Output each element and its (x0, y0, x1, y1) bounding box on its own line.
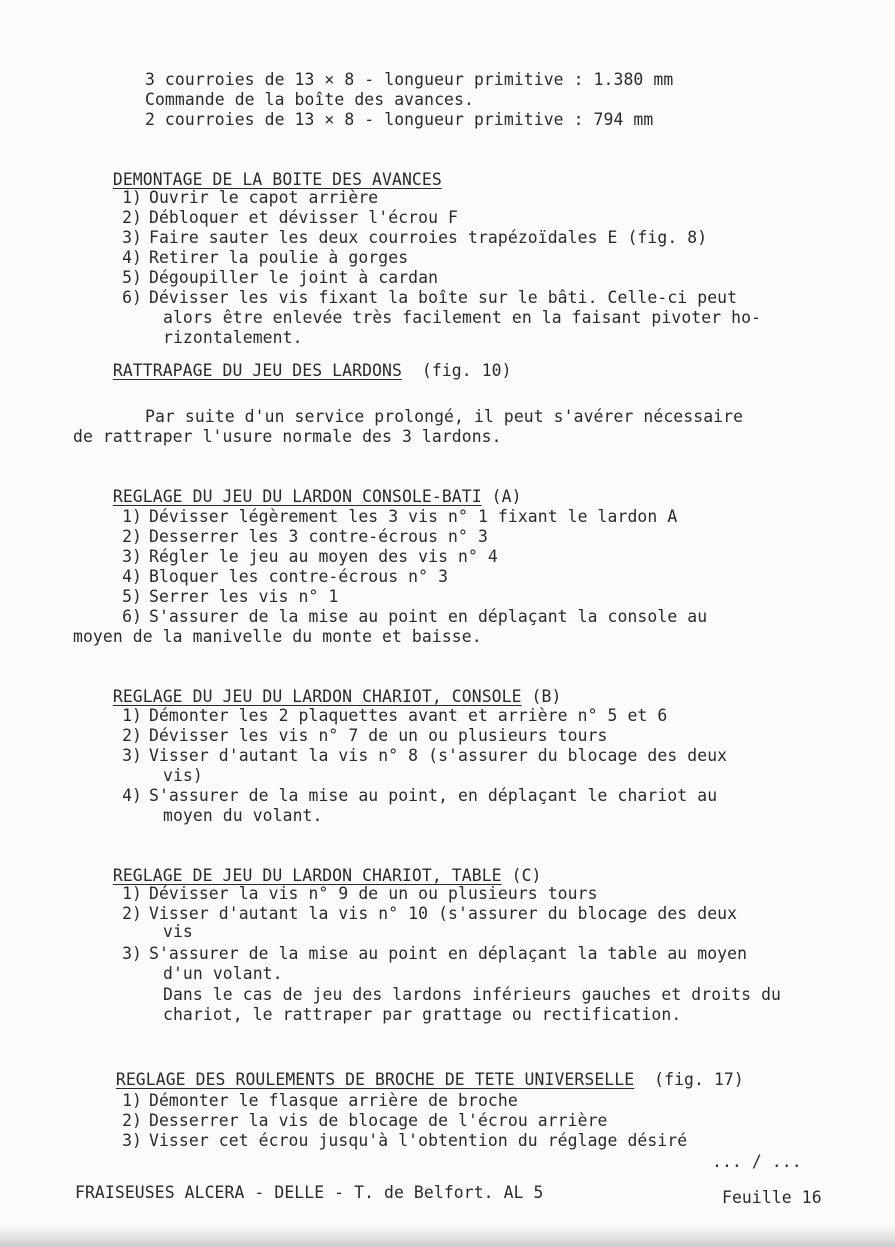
item-text: Faire sauter les deux courroies trapézoïdales E (fig. 8) (149, 228, 708, 247)
item-continuation: vis (163, 922, 193, 941)
item-text: S'assurer de la mise au point en déplaçant la table au moyen (149, 944, 748, 963)
item-text: Dévisser les vis n° 7 de un ou plusieurs tours (149, 726, 608, 745)
intro-line: Commande de la boîte des avances. (145, 90, 474, 109)
item-text: Visser d'autant la vis n° 10 (s'assurer du blocage des deux (149, 904, 738, 923)
list-item (108, 507, 677, 527)
item-number: 3) (122, 944, 142, 963)
list-item (108, 706, 667, 726)
item-number: 2) (122, 904, 142, 923)
item-text: Dégoupiller le joint à cardan (149, 268, 439, 287)
item-number: 3) (122, 1131, 142, 1150)
item-text: Desserrer la vis de blocage de l'écrou arrière (149, 1111, 608, 1130)
section-title: DEMONTAGE DE LA BOITE DES AVANCES (112, 170, 442, 189)
list-item (108, 726, 608, 746)
item-text: Serrer les vis n° 1 (149, 587, 339, 606)
section-title: RATTRAPAGE DU JEU DES LARDONS (112, 361, 402, 380)
item-text: Ouvrir le capot arrière (149, 188, 379, 207)
item-text: Dévisser les vis fixant la boîte sur le bâti. Celle-ci peut (149, 288, 738, 307)
section-title: REGLAGE DU JEU DU LARDON CONSOLE-BATI (112, 487, 482, 506)
item-number: 5) (122, 268, 142, 287)
item-continuation: chariot, le rattraper par grattage ou rectification. (163, 1005, 682, 1024)
list-item (108, 268, 438, 288)
list-item (108, 944, 747, 964)
page-number: Feuille 16 (722, 1188, 822, 1207)
item-number: 3) (122, 746, 142, 765)
item-number: 2) (122, 527, 142, 546)
section-heading (73, 341, 512, 401)
section-suffix: (A) (491, 487, 522, 506)
intro-line: 2 courroies de 13 × 8 - longueur primitive : 794 mm (145, 110, 654, 129)
item-continuation: Dans le cas de jeu des lardons inférieurs gauches et droits du (163, 985, 782, 1004)
item-text: Dévisser légèrement les 3 vis n° 1 fixant le lardon A (149, 507, 678, 526)
paragraph-line: Par suite d'un service prolongé, il peut s'avérer nécessaire (145, 407, 744, 426)
item-continuation: moyen du volant. (163, 806, 323, 825)
item-number: 6) (122, 288, 142, 307)
item-number: 3) (122, 547, 142, 566)
item-continuation: d'un volant. (163, 964, 283, 983)
item-text: Démonter les 2 plaquettes avant et arrière n° 5 et 6 (149, 706, 668, 725)
item-text: Démonter le flasque arrière de broche (149, 1091, 518, 1110)
section-suffix: (fig. 17) (654, 1070, 744, 1089)
item-text: Retirer la poulie à gorges (149, 248, 409, 267)
item-text: S'assurer de la mise au point en déplaçant la console au (149, 607, 708, 626)
continuation-marker: ... / ... (712, 1152, 802, 1171)
scan-shadow (0, 1225, 895, 1247)
item-text: Bloquer les contre-écrous n° 3 (149, 567, 449, 586)
item-text: Dévisser la vis n° 9 de un ou plusieurs tours (149, 884, 598, 903)
item-text: Desserrer les 3 contre-écrous n° 3 (149, 527, 488, 546)
item-number: 6) (122, 607, 142, 626)
list-item (108, 567, 448, 587)
item-continuation: rizontalement. (163, 328, 303, 347)
list-item (108, 904, 737, 924)
list-item (108, 527, 488, 547)
item-text: Visser cet écrou jusqu'à l'obtention du réglage désiré (149, 1131, 688, 1150)
footer-left: FRAISEUSES ALCERA - DELLE - T. de Belfort. AL 5 (75, 1183, 544, 1202)
list-item (108, 1111, 608, 1131)
item-number: 1) (122, 507, 142, 526)
item-text: Régler le jeu au moyen des vis n° 4 (149, 547, 498, 566)
section-title: REGLAGE DU JEU DU LARDON CHARIOT, CONSOLE (112, 687, 522, 706)
list-item (108, 746, 727, 766)
item-number: 4) (122, 248, 142, 267)
list-item (108, 248, 408, 268)
list-item (108, 1131, 687, 1151)
section-title: REGLAGE DE JEU DU LARDON CHARIOT, TABLE (112, 866, 502, 885)
item-text: S'assurer de la mise au point, en déplaçant le chariot au (149, 786, 718, 805)
item-text: Débloquer et dévisser l'écrou F (149, 208, 459, 227)
list-item (108, 587, 338, 607)
item-continuation: alors être enlevée très facilement en la faisant pivoter ho- (163, 308, 762, 327)
item-number: 1) (122, 884, 142, 903)
list-item (108, 228, 707, 248)
section-suffix: (B) (531, 687, 562, 706)
section-suffix: (fig. 10) (421, 361, 512, 380)
section-suffix: (C) (511, 866, 542, 885)
list-item (108, 288, 737, 308)
list-item (108, 786, 717, 806)
item-number: 3) (122, 228, 142, 247)
item-number: 4) (122, 786, 142, 805)
item-number: 2) (122, 208, 142, 227)
item-number: 4) (122, 567, 142, 586)
item-number: 5) (122, 587, 142, 606)
section-title: REGLAGE DES ROULEMENTS DE BROCHE DE TETE UNIVERSELLE (115, 1070, 635, 1089)
item-text: Visser d'autant la vis n° 8 (s'assurer du blocage des deux (149, 746, 728, 765)
item-number: 1) (122, 1091, 142, 1110)
item-number: 2) (122, 726, 142, 745)
list-item (108, 547, 498, 567)
item-continuation: vis) (163, 766, 203, 785)
list-item (108, 607, 707, 627)
item-continuation: moyen de la manivelle du monte et baisse. (73, 627, 482, 646)
item-number: 2) (122, 1111, 142, 1130)
item-number: 1) (122, 706, 142, 725)
list-item (108, 1091, 518, 1111)
list-item (108, 208, 458, 228)
intro-line: 3 courroies de 13 × 8 - longueur primitive : 1.380 mm (145, 70, 674, 89)
paragraph-line: de rattraper l'usure normale des 3 lardons. (73, 427, 502, 446)
item-number: 1) (122, 188, 142, 207)
list-item (108, 188, 378, 208)
list-item (108, 884, 598, 904)
